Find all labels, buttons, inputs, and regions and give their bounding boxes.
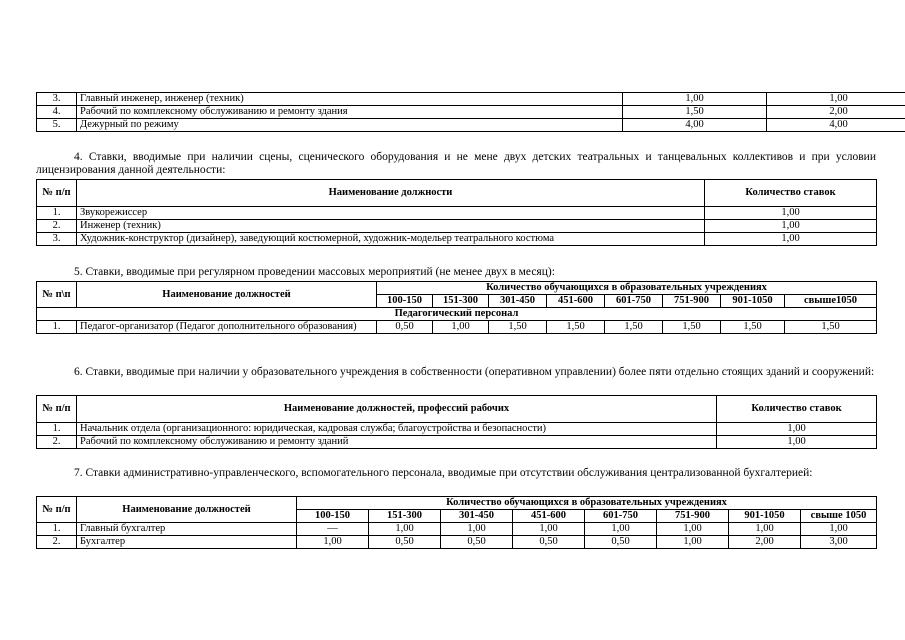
header-num: № п\п — [37, 282, 77, 308]
header-name: Наименование должностей — [77, 282, 377, 308]
range-header: 751-900 — [657, 510, 729, 523]
header-num: № п/п — [37, 180, 77, 207]
row-number: 2. — [37, 220, 77, 233]
header-count: Количество ставок — [705, 180, 877, 207]
range-header: 151-300 — [369, 510, 441, 523]
range-header: 601-750 — [585, 510, 657, 523]
row-number: 1. — [37, 207, 77, 220]
table-row — [37, 523, 877, 536]
range-header: 751-900 — [663, 295, 721, 308]
rate-value: 1,50 — [663, 321, 721, 334]
row-number: 5. — [37, 119, 77, 132]
section4-text: 4. Ставки, вводимые при наличии сцены, сценического оборудования и не мене двух детских театральных и танцевальных коллективов и при условии лицензирования данной деятельности: — [36, 151, 876, 176]
header-name: Наименование должностей — [77, 497, 297, 523]
position-name: Начальник отдела (организационного: юридическая, кадровая служба; благоустройства и безопасности) — [77, 423, 717, 436]
rate-value: 1,50 — [785, 321, 877, 334]
header-num: № п/п — [37, 396, 77, 423]
position-name: Главный инженер, инженер (техник) — [77, 93, 623, 106]
table-row — [37, 119, 905, 132]
rate-value: 1,00 — [441, 523, 513, 536]
header-num: № п/п — [37, 497, 77, 523]
range-header: 901-1050 — [721, 295, 785, 308]
range-header: 901-1050 — [729, 510, 801, 523]
header-name: Наименование должностей, профессий рабочих — [77, 396, 717, 423]
range-header: 451-600 — [547, 295, 605, 308]
rate-value: 0,50 — [377, 321, 433, 334]
rate-value: 1,00 — [767, 93, 905, 106]
table-section7 — [36, 496, 877, 549]
rate-value: 0,50 — [441, 536, 513, 549]
range-header: свыше 1050 — [801, 510, 877, 523]
rate-value: 1,00 — [657, 523, 729, 536]
header-name: Наименование должности — [77, 180, 705, 207]
rate-value: 1,00 — [729, 523, 801, 536]
range-header: 301-450 — [441, 510, 513, 523]
rate-value: 1,50 — [623, 106, 767, 119]
rate-value: 1,50 — [605, 321, 663, 334]
table-row — [37, 423, 877, 436]
rate-value: 0,50 — [513, 536, 585, 549]
rate-value: 1,50 — [547, 321, 605, 334]
range-header: 451-600 — [513, 510, 585, 523]
table-row — [37, 321, 877, 334]
rate-value: — — [297, 523, 369, 536]
section5-text: 5. Ставки, вводимые при регулярном проведении массовых мероприятий (не менее двух в месяц): — [74, 266, 555, 278]
range-header: 151-300 — [433, 295, 489, 308]
row-number: 1. — [37, 423, 77, 436]
position-name: Звукорежиссер — [77, 207, 705, 220]
table-row — [37, 436, 877, 449]
table-row — [37, 93, 905, 106]
row-number: 3. — [37, 93, 77, 106]
range-header: 601-750 — [605, 295, 663, 308]
rate-value: 4,00 — [767, 119, 905, 132]
range-header: 100-150 — [297, 510, 369, 523]
rate-count: 1,00 — [705, 233, 877, 246]
table-section5 — [36, 281, 877, 334]
header-count: Количество ставок — [717, 396, 877, 423]
range-header: 100-150 — [377, 295, 433, 308]
section6-text: 6. Ставки, вводимые при наличии у образовательного учреждения в собственности (оперативном управлении) более пяти отдельно стоящих зданий и сооружений: — [74, 366, 875, 378]
position-name: Инженер (техник) — [77, 220, 705, 233]
table-section4 — [36, 179, 877, 246]
subheader-pedagogical: Педагогический персонал — [37, 308, 877, 321]
position-name: Рабочий по комплексному обслуживанию и ремонту здания — [77, 106, 623, 119]
header-group: Количество обучающихся в образовательных учреждениях — [297, 497, 877, 510]
rate-value: 1,00 — [585, 523, 657, 536]
row-number: 2. — [37, 536, 77, 549]
rate-value: 0,50 — [369, 536, 441, 549]
rate-count: 1,00 — [717, 423, 877, 436]
section7-text: 7. Ставки административно-управленческого, вспомогательного персонала, вводимые при отсутствии обслуживания централизованной бухгалтерией: — [74, 467, 813, 479]
position-name: Дежурный по режиму — [77, 119, 623, 132]
rate-value: 1,00 — [433, 321, 489, 334]
rate-count: 1,00 — [717, 436, 877, 449]
table-section6 — [36, 395, 877, 449]
rate-count: 1,00 — [705, 220, 877, 233]
table-row — [37, 106, 905, 119]
range-header: 301-450 — [489, 295, 547, 308]
rate-value: 0,50 — [585, 536, 657, 549]
rate-value: 1,00 — [801, 523, 877, 536]
rate-value: 4,00 — [623, 119, 767, 132]
rate-value: 1,50 — [721, 321, 785, 334]
table-row — [37, 220, 877, 233]
rate-value: 1,50 — [489, 321, 547, 334]
rate-value: 2,00 — [729, 536, 801, 549]
position-name: Рабочий по комплексному обслуживанию и ремонту зданий — [77, 436, 717, 449]
range-header: свыше1050 — [785, 295, 877, 308]
row-number: 1. — [37, 523, 77, 536]
table-top — [36, 92, 905, 132]
rate-value: 1,00 — [623, 93, 767, 106]
position-name: Главный бухгалтер — [77, 523, 297, 536]
header-group: Количество обучающихся в образовательных учреждениях — [377, 282, 877, 295]
row-number: 1. — [37, 321, 77, 334]
table-row — [37, 207, 877, 220]
row-number: 4. — [37, 106, 77, 119]
rate-value: 1,00 — [657, 536, 729, 549]
table-row — [37, 233, 877, 246]
position-name: Педагог-организатор (Педагог дополнительного образования) — [77, 321, 377, 334]
rate-count: 1,00 — [705, 207, 877, 220]
row-number: 2. — [37, 436, 77, 449]
row-number: 3. — [37, 233, 77, 246]
table-row — [37, 536, 877, 549]
rate-value: 1,00 — [369, 523, 441, 536]
rate-value: 3,00 — [801, 536, 877, 549]
rate-value: 1,00 — [297, 536, 369, 549]
rate-value: 2,00 — [767, 106, 905, 119]
rate-value: 1,00 — [513, 523, 585, 536]
position-name: Бухгалтер — [77, 536, 297, 549]
position-name: Художник-конструктор (дизайнер), заведующий костюмерной, художник-модельер театрального костюма — [77, 233, 705, 246]
